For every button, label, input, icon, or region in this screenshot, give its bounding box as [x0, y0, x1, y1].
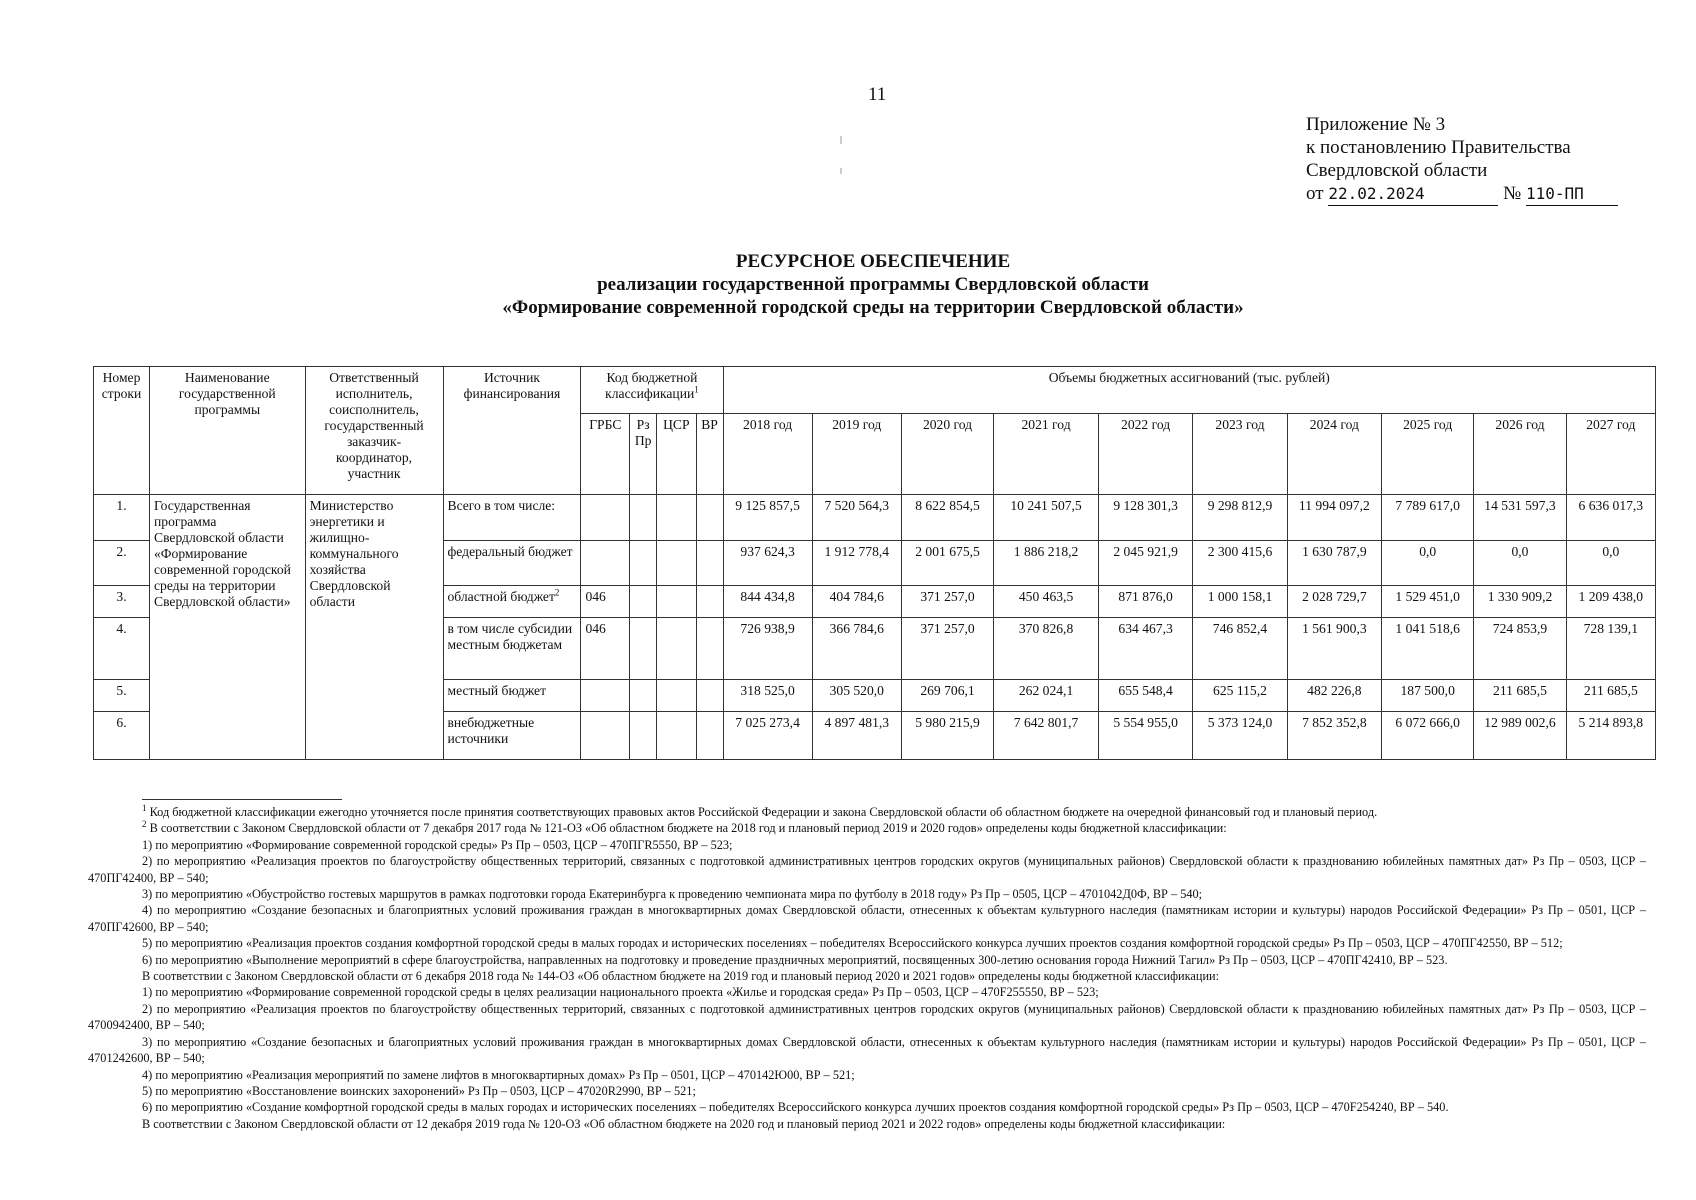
value-cell: 1 886 218,2: [994, 541, 1099, 586]
value-cell: 6 636 017,3: [1566, 495, 1655, 541]
value-cell: 318 525,0: [723, 680, 812, 712]
grbs-cell: [581, 712, 630, 760]
value-cell: 5 373 124,0: [1193, 712, 1287, 760]
value-cell: 728 139,1: [1566, 618, 1655, 680]
approval-number: 110-ПП: [1526, 182, 1618, 206]
footnote: 2) по мероприятию «Реализация проектов по благоустройству общественных территорий, связанных с подготовкой административных центров городских округов (муниципальных районов) Свердловской области к празднованию юбилейных памятных дат» Рз Пр – 0503, ЦСР – 4700942400, ВР – 540;: [88, 1001, 1646, 1033]
grbs-cell: [581, 541, 630, 586]
value-cell: 1 529 451,0: [1382, 586, 1474, 618]
source-cell: внебюджетные источники: [443, 712, 581, 760]
value-cell: 655 548,4: [1098, 680, 1192, 712]
footnote: 5) по мероприятию «Восстановление воинских захоронений» Рз Пр – 0503, ЦСР – 47020R2990, ВР – 521;: [142, 1083, 696, 1098]
footnote: 5) по мероприятию «Реализация проектов создания комфортной городской среды в малых городах и исторических поселениях – победителях Всероссийского конкурса лучших проектов создания комфортной городской среды» Рз Пр – 0503, ЦСР – 470ПГ42550, ВР – 512;: [142, 936, 1563, 951]
value-cell: 1 561 900,3: [1287, 618, 1381, 680]
value-cell: 746 852,4: [1193, 618, 1287, 680]
footnote: 6) по мероприятию «Создание комфортной городской среды в малых городах и исторических поселениях – победителях Всероссийского конкурса лучших проектов создания комфортной городской среды» Рз Пр – 0503, ЦСР – 470F254240, ВР – 540.: [142, 1100, 1449, 1115]
value-cell: 937 624,3: [723, 541, 812, 586]
value-cell: 4 897 481,3: [812, 712, 901, 760]
value-cell: 404 784,6: [812, 586, 901, 618]
footnote: 6) по мероприятию «Выполнение мероприятий в сфере благоустройства, направленных на подготовку и проведение праздничных мероприятий, посвященных 300-летию основания города Нижний Тагил» Рз Пр – 0503, ЦСР – 470ПГ42410, ВР – 523.: [142, 952, 1448, 967]
date-prefix: от: [1306, 183, 1324, 204]
approval-block: [1306, 113, 1618, 206]
footnote: 1) по мероприятию «Формирование современной городской среды в целях реализации национального проекта «Жилье и городская среда» Рз Пр – 0503, ЦСР – 470F255550, ВР – 523;: [142, 985, 1099, 1000]
header-program: Наименование государственной программы: [150, 367, 306, 495]
source-cell: местный бюджет: [443, 680, 581, 712]
scan-mark: [840, 168, 842, 174]
value-cell: 9 298 812,9: [1193, 495, 1287, 541]
value-cell: 262 024,1: [994, 680, 1099, 712]
value-cell: 7 520 564,3: [812, 495, 901, 541]
approval-date: 22.02.2024: [1328, 182, 1498, 206]
row-number: 1.: [94, 495, 150, 541]
value-cell: 14 531 597,3: [1474, 495, 1566, 541]
footnote-marker: 1: [142, 802, 147, 813]
header-row-number: Номер строки: [94, 367, 150, 495]
footnote-marker: 2: [142, 819, 147, 830]
header-rzpr: Рз Пр: [630, 414, 657, 495]
footnote: 3) по мероприятию «Создание безопасных и благоприятных условий проживания граждан в многоквартирных домах Свердловской области, отнесенных к объектам культурного наследия (памятникам истории и культуры) народов Российской Федерации» Рз Пр – 0501, ЦСР – 4701242600, ВР – 540;: [88, 1034, 1646, 1066]
source-cell: [443, 586, 581, 618]
value-cell: 634 467,3: [1098, 618, 1192, 680]
value-cell: 7 789 617,0: [1382, 495, 1474, 541]
resource-table: [93, 366, 1656, 760]
header-executor: Ответственный исполнитель, соисполнитель, государственный заказчик-координатор, участник: [305, 367, 443, 495]
executor-name: Министерство энергетики и жилищно-коммунального хозяйства Свердловской области: [305, 495, 443, 760]
value-cell: 844 434,8: [723, 586, 812, 618]
grbs-cell: 046: [581, 586, 630, 618]
value-cell: 10 241 507,5: [994, 495, 1099, 541]
header-vr: ВР: [696, 414, 723, 495]
value-cell: 482 226,8: [1287, 680, 1381, 712]
value-cell: 305 520,0: [812, 680, 901, 712]
footnote: 4) по мероприятию «Создание безопасных и благоприятных условий проживания граждан в многоквартирных домах Свердловской области, отнесенных к объектам культурного наследия (памятникам истории и культуры) народов Российской Федерации» Рз Пр – 0501, ЦСР – 470ПГ42600, ВР – 540;: [88, 903, 1646, 934]
value-cell: 5 214 893,8: [1566, 712, 1655, 760]
value-cell: 0,0: [1382, 541, 1474, 586]
value-cell: 1 041 518,6: [1382, 618, 1474, 680]
header-year: 2023 год: [1193, 414, 1287, 495]
row-number: 4.: [94, 618, 150, 680]
footnote-text: Код бюджетной классификации ежегодно уточняется после принятия соответствующих правовых актов Российской Федерации и закона Свердловской области об областном бюджете на очередной финансовый год и плановый период.: [146, 805, 1378, 819]
footnote: 1) по мероприятию «Формирование современной городской среды» Рз Пр – 0503, ЦСР – 470ПГR5550, ВР – 523;: [142, 837, 733, 852]
source-label: областной бюджет: [447, 589, 555, 604]
header-year: 2025 год: [1382, 414, 1474, 495]
header-year: 2021 год: [994, 414, 1099, 495]
source-cell: федеральный бюджет: [443, 541, 581, 586]
header-budget-code-footnote: 1: [694, 384, 699, 395]
value-cell: 366 784,6: [812, 618, 901, 680]
value-cell: 450 463,5: [994, 586, 1099, 618]
header-budget-code: [581, 367, 723, 414]
value-cell: 1 912 778,4: [812, 541, 901, 586]
approval-line-3: Свердловской области: [1306, 160, 1488, 181]
footnote: В соответствии с Законом Свердловской области от 12 декабря 2019 года № 120-ОЗ «Об областном бюджете на 2020 год и плановый период 2021 и 2022 годов» определены коды бюджетной классификации:: [142, 1116, 1226, 1131]
value-cell: 625 115,2: [1193, 680, 1287, 712]
value-cell: 211 685,5: [1566, 680, 1655, 712]
title-line-2: реализации государственной программы Свердловской области: [597, 274, 1149, 295]
value-cell: 726 938,9: [723, 618, 812, 680]
value-cell: 871 876,0: [1098, 586, 1192, 618]
value-cell: 7 642 801,7: [994, 712, 1099, 760]
footnote: [88, 804, 1646, 820]
value-cell: 1 209 438,0: [1566, 586, 1655, 618]
title-line-3: «Формирование современной городской среды на территории Свердловской области»: [502, 297, 1244, 318]
page-number: 11: [868, 84, 887, 105]
value-cell: 1 630 787,9: [1287, 541, 1381, 586]
value-cell: 12 989 002,6: [1474, 712, 1566, 760]
table-row: [94, 495, 1656, 541]
value-cell: 371 257,0: [901, 618, 993, 680]
grbs-cell: [581, 680, 630, 712]
footnote: В соответствии с Законом Свердловской области от 6 декабря 2018 года № 144-ОЗ «Об областном бюджете на 2019 год и плановый период 2020 и 2021 годов» определены коды бюджетной классификации:: [142, 969, 1220, 984]
value-cell: 2 300 415,6: [1193, 541, 1287, 586]
footnote: 2) по мероприятию «Реализация проектов по благоустройству общественных территорий, связанных с подготовкой административных центров городских округов (муниципальных районов) Свердловской области к празднованию юбилейных памятных дат» Рз Пр – 0503, ЦСР – 470ПГ42400, ВР – 540;: [88, 854, 1646, 885]
approval-line-2: к постановлению Правительства: [1306, 137, 1571, 158]
source-cell: Всего в том числе:: [443, 495, 581, 541]
header-year: 2022 год: [1098, 414, 1192, 495]
value-cell: 1 330 909,2: [1474, 586, 1566, 618]
value-cell: 0,0: [1566, 541, 1655, 586]
number-prefix: №: [1503, 183, 1522, 204]
header-year: 2020 год: [901, 414, 993, 495]
value-cell: 11 994 097,2: [1287, 495, 1381, 541]
header-budget-code-label: Код бюджетной классификации: [605, 370, 698, 401]
title-line-1: РЕСУРСНОЕ ОБЕСПЕЧЕНИЕ: [735, 251, 1011, 272]
footnote: [88, 820, 1646, 836]
approval-line-1: Приложение № 3: [1306, 114, 1446, 135]
header-csr: ЦСР: [657, 414, 696, 495]
value-cell: 370 826,8: [994, 618, 1099, 680]
header-year: 2027 год: [1566, 414, 1655, 495]
header-year: 2019 год: [812, 414, 901, 495]
header-year: 2024 год: [1287, 414, 1381, 495]
value-cell: 7 852 352,8: [1287, 712, 1381, 760]
value-cell: 5 554 955,0: [1098, 712, 1192, 760]
grbs-cell: [581, 495, 630, 541]
footnote-divider: [142, 799, 342, 800]
scan-mark: [840, 136, 842, 144]
footnote: 4) по мероприятию «Реализация мероприятий по замене лифтов в многоквартирных домах» Рз Пр – 0501, ЦСР – 470142Ю00, ВР – 521;: [142, 1067, 855, 1082]
program-name: Государственная программа Свердловской области «Формирование современной городской среды на территории Свердловской области»: [150, 495, 306, 760]
value-cell: 1 000 158,1: [1193, 586, 1287, 618]
footnotes: [88, 804, 1646, 1132]
row-number: 6.: [94, 712, 150, 760]
document-title: [90, 250, 1656, 319]
grbs-cell: 046: [581, 618, 630, 680]
value-cell: 2 045 921,9: [1098, 541, 1192, 586]
value-cell: 9 125 857,5: [723, 495, 812, 541]
footnote: 3) по мероприятию «Обустройство гостевых маршрутов в рамках подготовки города Екатеринбурга к проведению чемпионата мира по футболу в 2018 году» Рз Пр – 0505, ЦСР – 4701042Д0Ф, ВР – 540;: [142, 887, 1203, 902]
source-footnote: 2: [554, 587, 560, 598]
row-number: 3.: [94, 586, 150, 618]
row-number: 2.: [94, 541, 150, 586]
value-cell: 6 072 666,0: [1382, 712, 1474, 760]
header-grbs: ГРБС: [581, 414, 630, 495]
value-cell: 371 257,0: [901, 586, 993, 618]
header-volumes: Объемы бюджетных ассигнований (тыс. рублей): [723, 367, 1656, 414]
footnote-text: В соответствии с Законом Свердловской области от 7 декабря 2017 года № 121-ОЗ «Об областном бюджете на 2018 год и плановый период 2019 и 2020 годов» определены коды бюджетной классификации:: [146, 821, 1227, 836]
row-number: 5.: [94, 680, 150, 712]
value-cell: 7 025 273,4: [723, 712, 812, 760]
value-cell: 8 622 854,5: [901, 495, 993, 541]
value-cell: 211 685,5: [1474, 680, 1566, 712]
approval-date-line: [1306, 182, 1618, 206]
header-year: 2026 год: [1474, 414, 1566, 495]
value-cell: 9 128 301,3: [1098, 495, 1192, 541]
value-cell: 269 706,1: [901, 680, 993, 712]
header-year: 2018 год: [723, 414, 812, 495]
value-cell: 0,0: [1474, 541, 1566, 586]
value-cell: 5 980 215,9: [901, 712, 993, 760]
header-source: Источник финансирования: [443, 367, 581, 495]
value-cell: 187 500,0: [1382, 680, 1474, 712]
value-cell: 2 028 729,7: [1287, 586, 1381, 618]
value-cell: 724 853,9: [1474, 618, 1566, 680]
source-cell: в том числе субсидии местным бюджетам: [443, 618, 581, 680]
value-cell: 2 001 675,5: [901, 541, 993, 586]
